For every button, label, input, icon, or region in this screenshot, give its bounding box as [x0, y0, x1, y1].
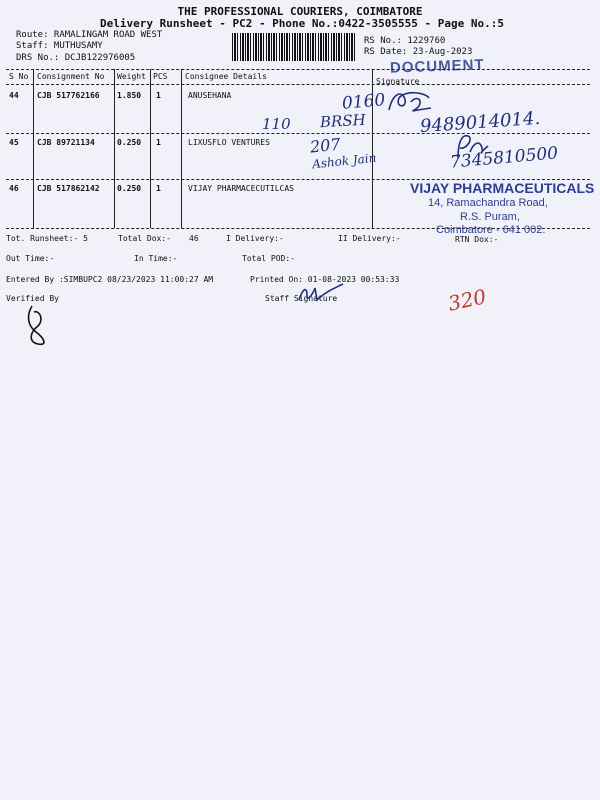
handwritten-side-note: 320 — [445, 284, 489, 316]
row-sno: 46 — [9, 184, 19, 193]
row-consignment: CJB 89721134 — [37, 138, 95, 147]
col-header-consignee: Consignee Details — [185, 72, 267, 81]
verified-by: Verified By — [6, 294, 59, 303]
handwritten-phone: 9489014014. — [419, 107, 541, 138]
col-header-sno: S No — [9, 72, 29, 81]
company-stamp-address: Coimbatore - 641 002. — [436, 224, 546, 236]
row-consignment: CJB 517862142 — [37, 184, 100, 193]
drs-number: DRS No.: DCJB122976005 — [16, 53, 136, 63]
row-consignee: ANUSEHANA — [188, 91, 232, 100]
header-bottom-border — [6, 84, 590, 85]
col-divider — [114, 69, 115, 228]
row-pcs: 1 — [156, 91, 161, 100]
company-name: THE PROFESSIONAL COURIERS, COIMBATORE — [177, 5, 423, 18]
row-weight: 0.250 — [117, 184, 142, 193]
handwritten-note: BRSH — [319, 110, 367, 132]
col-divider — [150, 69, 151, 228]
total-pod: Total POD:- — [242, 254, 295, 263]
table-top-border — [6, 69, 590, 70]
runsheet-title: Delivery Runsheet - PC2 - Phone No.:0422-3505555 - Page No.:5 — [100, 17, 504, 30]
col-divider — [33, 69, 34, 228]
document-stamp: DOCUMENT — [389, 56, 485, 77]
row-pcs: 1 — [156, 184, 161, 193]
col-header-pcs: PCS — [153, 72, 168, 81]
handwritten-note: 110 — [262, 115, 291, 133]
row-weight: 1.850 — [117, 91, 142, 100]
rs-number: RS No.: 1229760 — [364, 36, 446, 46]
verifier-signature-mark — [22, 302, 56, 348]
total-dox-label: Total Dox:- — [118, 234, 171, 243]
row-sno: 45 — [9, 138, 19, 147]
staff-label: Staff: MUTHUSAMY — [16, 41, 103, 51]
company-stamp-address: 14, Ramachandra Road, — [428, 197, 548, 209]
company-stamp-address: R.S. Puram, — [460, 211, 520, 223]
row-consignee: LIXUSFLO VENTURES — [188, 138, 270, 147]
out-time: Out Time:- — [6, 254, 55, 263]
tot-runsheet: Tot. Runsheet:- 5 — [6, 234, 88, 243]
row-consignment: CJB 517762166 — [37, 91, 100, 100]
col-header-weight: Weight — [117, 72, 146, 81]
route-label: Route: RAMALINGAM ROAD WEST — [16, 30, 163, 40]
col-header-signature: Signature — [376, 77, 420, 86]
row-divider — [6, 133, 590, 134]
rtn-dox: RTN Dox:- — [455, 235, 499, 244]
total-dox-value: 46 — [189, 234, 199, 243]
row-pcs: 1 — [156, 138, 161, 147]
barcode — [232, 33, 356, 61]
staff-signature-mark — [295, 282, 345, 306]
company-stamp-name: VIJAY PHARMACEUTICALS — [410, 180, 595, 196]
in-time: In Time:- — [134, 254, 178, 263]
i-delivery: I Delivery:- — [226, 234, 284, 243]
handwritten-phone: 7345810500 — [449, 143, 559, 173]
handwritten-note: 207 — [309, 134, 342, 157]
staff-signature-label: Staff Signature — [265, 294, 338, 303]
row-weight: 0.250 — [117, 138, 142, 147]
handwritten-note: 0160 — [341, 90, 387, 114]
row-sno: 44 — [9, 91, 19, 100]
col-divider — [181, 69, 182, 228]
col-header-consignment: Consignment No — [37, 72, 105, 81]
handwritten-name: Ashok Jain — [311, 150, 377, 172]
entered-by: Entered By :SIMBUPC2 08/23/2023 11:00:27 AM — [6, 275, 214, 284]
rs-date: RS Date: 23-Aug-2023 — [364, 47, 473, 57]
ii-delivery: II Delivery:- — [338, 234, 401, 243]
signature-mark-row44 — [385, 88, 435, 116]
row-consignee: VIJAY PHARMACECUTILCAS — [188, 184, 294, 193]
printed-on: Printed On: 01-08-2023 00:53:33 — [250, 275, 400, 284]
